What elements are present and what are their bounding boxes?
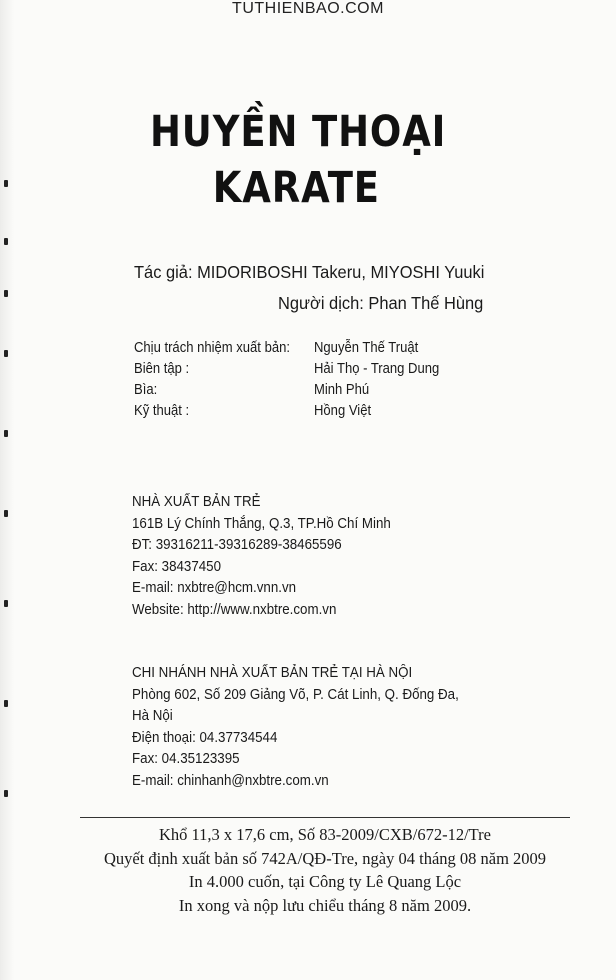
- branch-address-line-1: Phòng 602, Số 209 Giảng Võ, P. Cát Linh, Q. Đống Đa,: [132, 686, 459, 703]
- staff-name: Nguyễn Thế Truật: [314, 340, 419, 356]
- colophon-line-3: In 4.000 cuốn, tại Công ty Lê Quang Lộc: [188, 872, 462, 891]
- publisher-address: 161B Lý Chính Thắng, Q.3, TP.Hồ Chí Minh: [132, 515, 391, 532]
- scan-speck: [4, 700, 8, 707]
- publisher-website: Website: http://www.nxbtre.com.vn: [132, 601, 337, 618]
- scan-speck: [4, 430, 8, 437]
- watermark: TUTHIENBAO.COM: [232, 0, 384, 17]
- publisher-fax: Fax: 38437450: [132, 558, 222, 575]
- translator-line: Người dịch: Phan Thế Hùng: [278, 293, 484, 313]
- branch-name: CHI NHÁNH NHÀ XUẤT BẢN TRẺ TẠI HÀ NỘI: [132, 665, 413, 681]
- branch-address-line-2: Hà Nội: [132, 708, 173, 724]
- colophon: [0, 823, 616, 917]
- publisher-email: E-mail: nxbtre@hcm.vnn.vn: [132, 580, 297, 596]
- scan-speck: [4, 290, 8, 297]
- publisher-block: [132, 492, 391, 621]
- title-line-1: HUYỀN THOẠI: [150, 107, 447, 157]
- staff-role: Bìa:: [134, 382, 158, 398]
- staff-name: Hồng Việt: [314, 403, 372, 419]
- scan-speck: [4, 790, 8, 797]
- branch-email: E-mail: chinhanh@nxbtre.com.vn: [132, 772, 329, 789]
- colophon-line-2: Quyết định xuất bản số 742A/QĐ-Tre, ngày 04 tháng 08 năm 2009: [103, 848, 547, 868]
- branch-fax: Fax: 04.35123395: [132, 751, 240, 767]
- staff-name: Hải Thọ - Trang Dung: [314, 361, 440, 377]
- scan-speck: [4, 350, 8, 357]
- staff-role: Kỹ thuật :: [134, 403, 190, 419]
- publisher-phone: ĐT: 39316211-39316289-38465596: [132, 537, 342, 553]
- author-line: Tác giả: MIDORIBOSHI Takeru, MIYOSHI Yuuki: [134, 262, 485, 282]
- colophon-line-4: In xong và nộp lưu chiểu tháng 8 năm 2009.: [178, 895, 472, 915]
- scan-speck: [4, 510, 8, 517]
- title-line-2: KARATE: [212, 163, 380, 213]
- colophon-line-1: Khổ 11,3 x 17,6 cm, Số 83-2009/CXB/672-12/Tre: [159, 825, 491, 844]
- staff-role: Chịu trách nhiệm xuất bản:: [134, 340, 290, 356]
- scan-speck: [4, 600, 8, 607]
- staff-role: Biên tập :: [134, 361, 190, 377]
- branch-block: [132, 663, 459, 792]
- branch-phone: Điện thoại: 04.37734544: [132, 729, 278, 746]
- publisher-name: NHÀ XUẤT BẢN TRẺ: [132, 494, 261, 510]
- book-title: [150, 104, 446, 216]
- scan-speck: [4, 180, 8, 187]
- staff-name: Minh Phú: [314, 382, 370, 398]
- divider: [80, 817, 570, 818]
- scan-speck: [4, 238, 8, 245]
